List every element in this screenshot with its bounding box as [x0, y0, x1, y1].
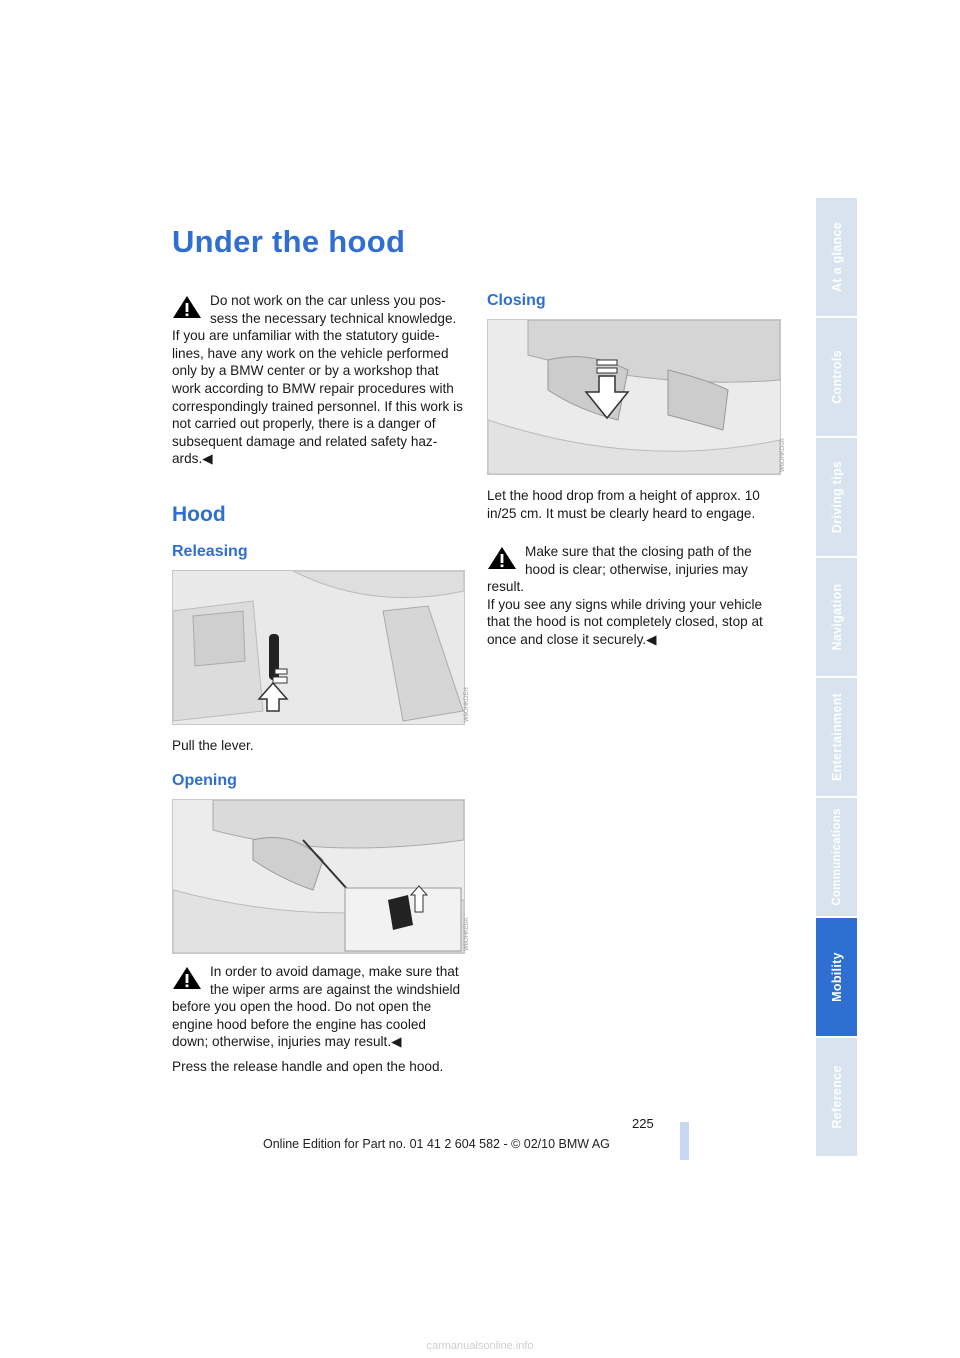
- opening-text: Press the release handle and open the hood.: [172, 1059, 444, 1074]
- opening-figure-code: W6OHKE0A: [464, 917, 470, 951]
- opening-figure: [172, 799, 465, 954]
- hood-closing-illustration: [488, 320, 780, 474]
- releasing-text: Pull the lever.: [172, 738, 254, 753]
- watermark: carmanualsonline.info: [426, 1340, 534, 1352]
- tab-mobility[interactable]: [816, 918, 857, 1038]
- hood-opening-illustration: [173, 800, 464, 953]
- closing-warning-text: result.: [487, 579, 525, 595]
- tab-communications[interactable]: [816, 798, 857, 918]
- subheading-releasing: Releasing: [172, 543, 248, 560]
- releasing-figure-code: W6OHKDEH: [464, 687, 470, 722]
- tab-label: Controls: [829, 350, 844, 404]
- opening-warning: [172, 963, 464, 1051]
- tab-controls[interactable]: [816, 318, 857, 438]
- footer-bar: [680, 1122, 689, 1160]
- warning-icon: [172, 966, 202, 990]
- footer-text: Online Edition for Part no. 01 41 2 604 582 - © 02/10 BMW AG: [263, 1137, 610, 1151]
- intro-warning-text: If you are unfamiliar with the statutory guide-lines, have any work on the vehicle performed only by a BMW center or by a workshop that work according to BMW repair procedures with correspondingly trained personnel. If this work is not carried out properly, there is a danger of subsequent damage and related safety haz-ards.◀: [172, 328, 463, 467]
- closing-text: Let the hood drop from a height of approx. 10 in/25 cm. It must be clearly heard to engage.: [487, 488, 760, 521]
- tab-label: At a glance: [829, 222, 844, 292]
- intro-warning: [172, 292, 464, 468]
- intro-warning-line1: Do not work on the car unless you pos-: [210, 293, 446, 308]
- subheading-opening: Opening: [172, 772, 237, 789]
- tab-label: Communications: [830, 808, 843, 906]
- section-heading-hood: Hood: [172, 503, 226, 526]
- releasing-figure: [172, 570, 465, 725]
- tab-label: Navigation: [829, 583, 844, 651]
- opening-warning-text: before you open the hood. Do not open the engine hood before the engine has cooled down; otherwise, injuries may result.◀: [172, 999, 432, 1050]
- opening-warning-line2: the wiper arms are against the windshield: [210, 981, 461, 997]
- closing-warning-extra: If you see any signs while driving your vehicle that the hood is not completely closed, stop at once and close it securely.◀: [487, 596, 763, 647]
- tab-label: Mobility: [829, 952, 844, 1002]
- closing-warning-line1: Make sure that the closing path of the: [525, 544, 752, 559]
- tab-label: Entertainment: [829, 693, 844, 781]
- hood-release-lever-illustration: [173, 571, 464, 724]
- tab-label: Reference: [829, 1065, 844, 1129]
- tab-driving-tips[interactable]: [816, 438, 857, 558]
- opening-warning-line1: In order to avoid damage, make sure that: [210, 964, 459, 979]
- page-number: 225: [632, 1116, 654, 1131]
- warning-icon: [487, 546, 517, 570]
- tab-entertainment[interactable]: [816, 678, 857, 798]
- closing-figure-code: W6OHKD0A: [780, 438, 786, 472]
- closing-warning: [487, 543, 779, 649]
- tab-at-a-glance[interactable]: [816, 198, 857, 318]
- closing-warning-line2: hood is clear; otherwise, injuries may: [525, 561, 748, 577]
- tab-reference[interactable]: [816, 1038, 857, 1158]
- tab-navigation[interactable]: [816, 558, 857, 678]
- subheading-closing: Closing: [487, 292, 546, 309]
- closing-figure: [487, 319, 781, 475]
- warning-icon: [172, 295, 202, 319]
- tab-label: Driving tips: [829, 460, 844, 534]
- page-title: Under the hood: [172, 224, 406, 259]
- intro-warning-line2: sess the necessary technical knowledge.: [210, 310, 457, 326]
